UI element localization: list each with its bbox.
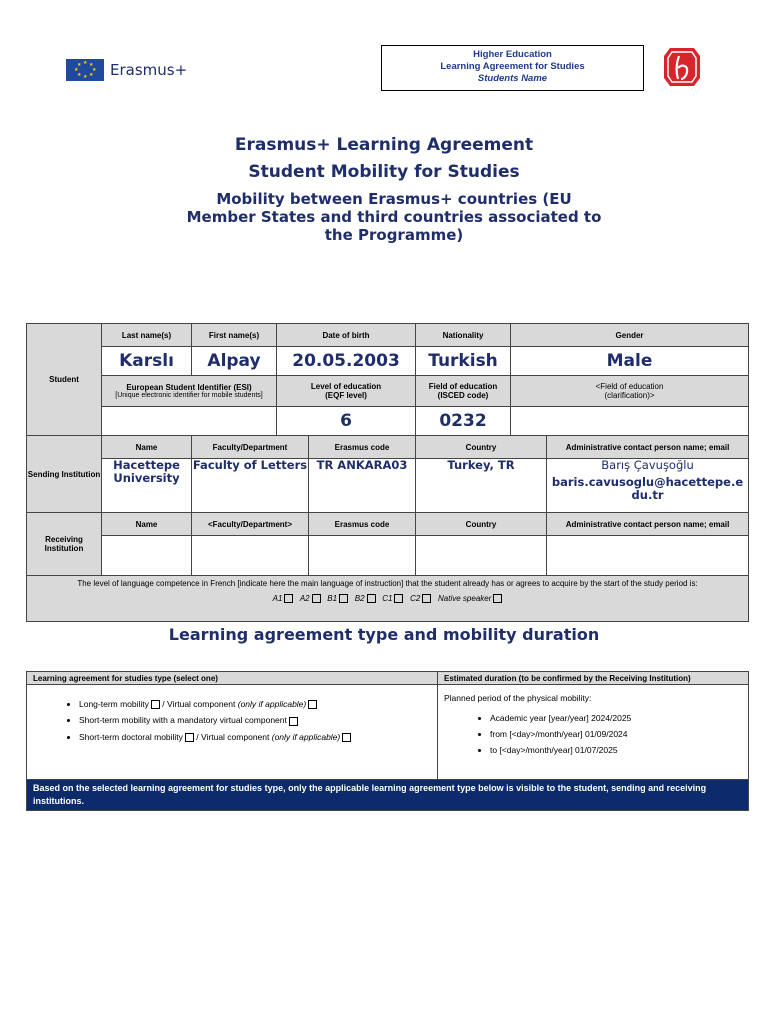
level-c2[interactable]: C2 [410, 594, 431, 603]
page-title: Erasmus+ Learning Agreement [234, 135, 534, 155]
level-b1[interactable]: B1 [327, 594, 348, 603]
field-clar-value[interactable] [511, 407, 749, 436]
to-date[interactable]: • to [<day>/month/year] 01/07/2025 [490, 745, 748, 755]
receiving-faculty-value[interactable] [192, 536, 309, 576]
eu-flag-icon: ★ ★ ★ ★ ★ ★ ★ ★ [66, 59, 104, 81]
contact-name: Barış Çavuşoğlu [601, 458, 694, 472]
level-c1[interactable]: C1 [382, 594, 403, 603]
receiving-label: Receiving Institution [27, 513, 102, 576]
field-clar-title: <Field of education [595, 382, 664, 391]
checkbox-doctoral-virtual[interactable] [342, 733, 351, 742]
receiving-code-value[interactable] [309, 536, 416, 576]
type-options [27, 685, 438, 780]
checkbox-doctoral[interactable] [185, 733, 194, 742]
duration-header: Estimated duration (to be confirmed by the Receiving Institution) [438, 672, 749, 685]
checkbox-native[interactable] [493, 594, 502, 603]
receiving-country-header: Country [416, 513, 547, 536]
sending-name-value[interactable]: Hacettepe University [102, 459, 192, 513]
option-long-term[interactable]: • Long-term mobility / Virtual component (only if applicable) [79, 699, 437, 709]
sending-country-header: Country [416, 436, 547, 459]
receiving-name-value[interactable] [102, 536, 192, 576]
language-levels [27, 594, 748, 603]
sending-contact-header: Administrative contact person name; email [547, 436, 749, 459]
language-text: The level of language competence in French [indicate here the main language of instruction] that the student already has or agrees to acquire by the start of the study period is: [77, 579, 698, 588]
esi-header [102, 376, 277, 407]
sending-code-value[interactable]: TR ANKARA03 [309, 459, 416, 513]
dob-value[interactable]: 20.05.2003 [277, 347, 416, 376]
level-a2[interactable]: A2 [300, 594, 321, 603]
receiving-faculty-header: <Faculty/Department> [192, 513, 309, 536]
agreement-type-table [26, 671, 749, 811]
nationality-header: Nationality [416, 324, 511, 347]
language-competence [27, 576, 749, 622]
field-header-note: (ISCED code) [437, 391, 489, 400]
checkbox-b2[interactable] [367, 594, 376, 603]
field-header [416, 376, 511, 407]
sending-contact-value[interactable] [547, 459, 749, 513]
header-line-1: Higher Education [473, 49, 552, 60]
from-date[interactable]: • from [<day>/month/year] 01/09/2024 [490, 729, 748, 739]
esi-value[interactable] [102, 407, 277, 436]
checkbox-c2[interactable] [422, 594, 431, 603]
level-header-title: Level of education [310, 382, 382, 391]
checkbox-long-term-virtual[interactable] [308, 700, 317, 709]
sending-name-header: Name [102, 436, 192, 459]
receiving-name-header: Name [102, 513, 192, 536]
erasmus-logo [66, 59, 187, 81]
level-value[interactable]: 6 [277, 407, 416, 436]
checkbox-b1[interactable] [339, 594, 348, 603]
nationality-value[interactable]: Turkish [416, 347, 511, 376]
last-name-value[interactable]: Karslı [102, 347, 192, 376]
planned-period: Planned period of the physical mobility: [444, 693, 592, 703]
mobility-subtitle: Mobility between Erasmus+ countries (EU Member States and third countries associated to the Programme) [186, 190, 602, 244]
first-name-header: First name(s) [192, 324, 277, 347]
hacettepe-logo-icon [662, 46, 702, 88]
dob-header: Date of birth [277, 324, 416, 347]
checkbox-a1[interactable] [284, 594, 293, 603]
option-short-term[interactable]: • Short-term mobility with a mandatory virtual component [79, 715, 437, 725]
checkbox-a2[interactable] [312, 594, 321, 603]
field-clar-note: (clarification)> [604, 391, 655, 400]
academic-year[interactable]: • Academic year [year/year] 2024/2025 [490, 713, 748, 723]
level-b2[interactable]: B2 [355, 594, 376, 603]
contact-email[interactable]: baris.cavusoglu@hacettepe.edu.tr [551, 475, 744, 502]
sending-faculty-value[interactable]: Faculty of Letters [192, 459, 309, 513]
page-subtitle: Student Mobility for Studies [248, 162, 520, 182]
level-header [277, 376, 416, 407]
type-header: Learning agreement for studies type (select one) [27, 672, 438, 685]
field-header-title: Field of education [428, 382, 498, 391]
checkbox-c1[interactable] [394, 594, 403, 603]
checkbox-long-term[interactable] [151, 700, 160, 709]
level-header-note: (EQF level) [325, 391, 367, 400]
agreement-footer-note: Based on the selected learning agreement for studies type, only the applicable learning agreement type below is visible to the student, sending and receiving institutions. [27, 780, 749, 811]
student-info-table [26, 323, 749, 622]
first-name-value[interactable]: Alpay [192, 347, 277, 376]
receiving-country-value[interactable] [416, 536, 547, 576]
last-name-header: Last name(s) [102, 324, 192, 347]
sending-faculty-header: Faculty/Department [192, 436, 309, 459]
receiving-contact-value[interactable] [547, 536, 749, 576]
header-info-box [381, 45, 644, 91]
gender-header: Gender [511, 324, 749, 347]
gender-value[interactable]: Male [511, 347, 749, 376]
checkbox-short-term[interactable] [289, 717, 298, 726]
duration-details [438, 685, 749, 780]
esi-header-title: European Student Identifier (ESI) [126, 383, 252, 392]
receiving-code-header: Erasmus code [309, 513, 416, 536]
receiving-contact-header: Administrative contact person name; email [547, 513, 749, 536]
sending-country-value[interactable]: Turkey, TR [416, 459, 547, 513]
esi-header-note: [Unique electronic identifier for mobile students] [115, 392, 263, 399]
option-doctoral[interactable]: • Short-term doctoral mobility / Virtual component (only if applicable) [79, 732, 437, 742]
section-title: Learning agreement type and mobility duration [168, 625, 600, 644]
level-native[interactable]: Native speaker [438, 594, 502, 603]
field-value[interactable]: 0232 [416, 407, 511, 436]
header-line-2: Learning Agreement for Studies [440, 61, 585, 72]
erasmus-wordmark: Erasmus+ [110, 61, 188, 79]
field-clarification-header [511, 376, 749, 407]
level-a1[interactable]: A1 [273, 594, 294, 603]
header-line-3: Students Name [477, 73, 548, 84]
student-label: Student [27, 324, 102, 436]
sending-label: Sending Institution [27, 436, 102, 513]
sending-code-header: Erasmus code [309, 436, 416, 459]
